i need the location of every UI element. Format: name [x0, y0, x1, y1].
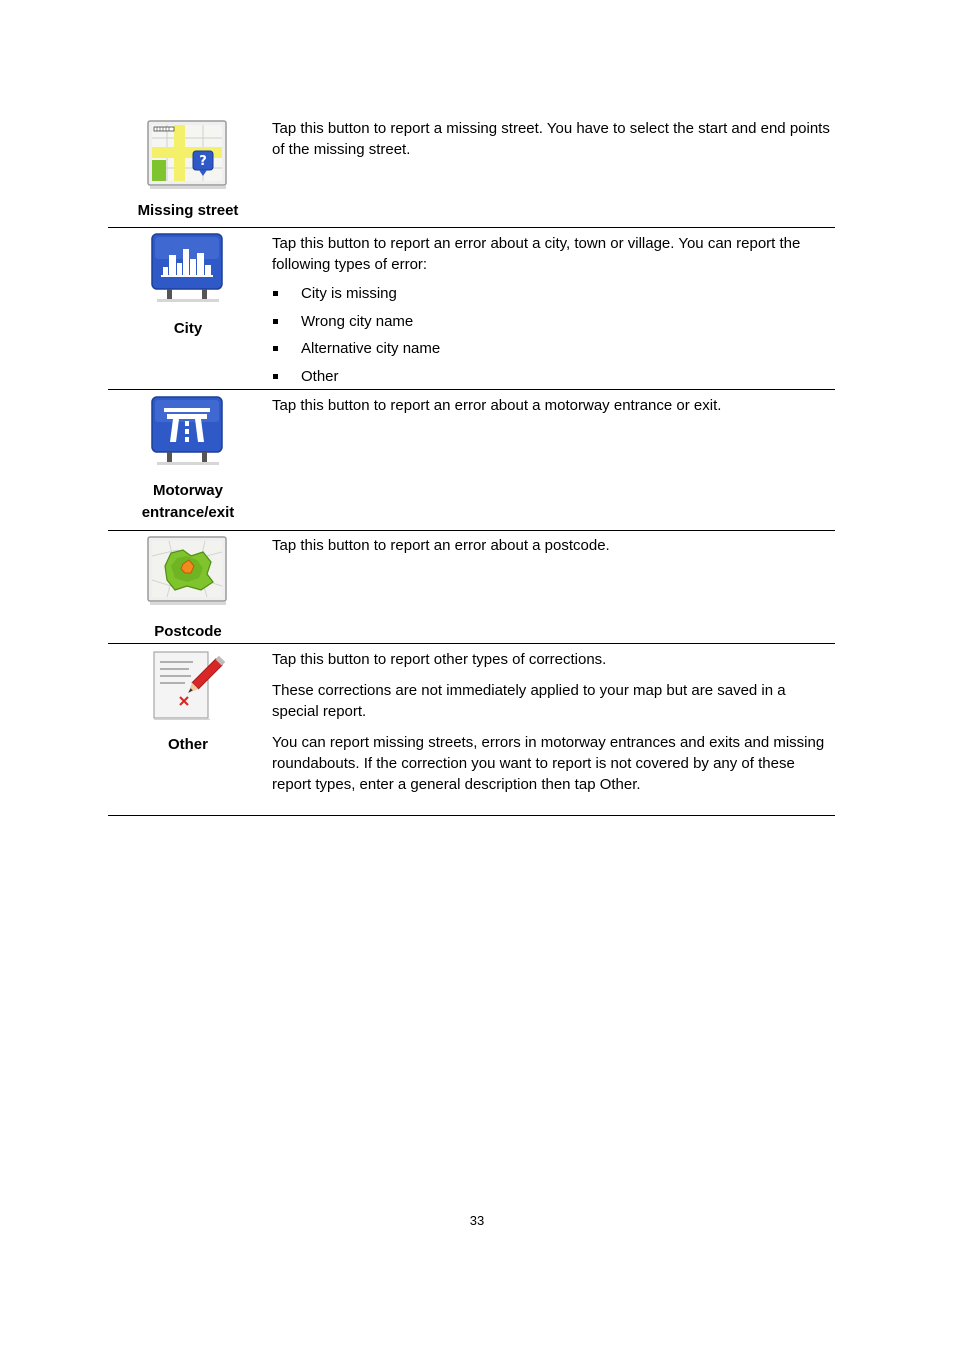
list-item: City is missing [272, 283, 831, 304]
icon-column [108, 228, 268, 389]
description-paragraph: These corrections are not immediately applied to your map but are saved in a special report. [272, 682, 786, 720]
description-paragraph: Tap this button to report an error about a motorway entrance or exit. [272, 397, 722, 414]
motorway-icon [151, 396, 225, 466]
page-number: 33 [469, 1213, 485, 1228]
bullet-icon [273, 374, 278, 379]
postcode-icon [147, 536, 229, 606]
text-column [268, 390, 835, 530]
icon-column [108, 112, 268, 227]
text-column [268, 644, 835, 815]
city-button[interactable] [146, 232, 230, 304]
list-item: Other [272, 366, 831, 387]
list-item: Wrong city name [272, 311, 831, 332]
description-paragraph: Tap this button to report an error about a city, town or village. You can report the following types of error: [272, 235, 801, 273]
row-missing-street [108, 112, 835, 228]
description-paragraph: Tap this button to report other types of corrections. [272, 651, 607, 668]
missing-street-icon [147, 120, 229, 190]
row-other [108, 644, 835, 816]
other-document-pencil-icon [151, 650, 225, 720]
report-options-table [108, 112, 835, 816]
description-paragraph: You can report missing streets, errors in motorway entrances and exits and missing roundabouts. If the correction you want to report is not covered by any of these report types, enter a general description then tap Other. [272, 734, 825, 793]
other-label: Other [167, 736, 208, 753]
missing-street-label: Missing street [137, 202, 239, 219]
list-item: Alternative city name [272, 338, 831, 359]
bullet-icon [273, 346, 278, 351]
city-icon [151, 233, 225, 303]
text-column [268, 112, 835, 227]
svg-text:?: ? [199, 154, 207, 169]
city-label: City [173, 320, 203, 337]
motorway-label [142, 480, 235, 524]
icon-column [108, 390, 268, 530]
text-column [268, 531, 835, 643]
error-type-list [272, 283, 831, 387]
row-postcode [108, 531, 835, 644]
icon-column [108, 644, 268, 815]
postcode-label: Postcode [154, 623, 222, 640]
motorway-label-line1: Motorway [152, 482, 223, 499]
description-paragraph: Tap this button to report an error about a postcode. [272, 537, 610, 554]
missing-street-button[interactable] [146, 119, 230, 191]
icon-column [108, 531, 268, 643]
bullet-icon [273, 319, 278, 324]
row-motorway [108, 390, 835, 531]
row-city [108, 228, 835, 390]
description-paragraph: Tap this button to report a missing street. You have to select the start and end points of the missing street. [272, 120, 830, 158]
text-column [268, 228, 835, 389]
motorway-label-line2: entrance/exit [141, 504, 235, 521]
bullet-icon [273, 291, 278, 296]
other-button[interactable] [146, 649, 230, 721]
motorway-button[interactable] [146, 395, 230, 467]
postcode-button[interactable] [146, 535, 230, 607]
